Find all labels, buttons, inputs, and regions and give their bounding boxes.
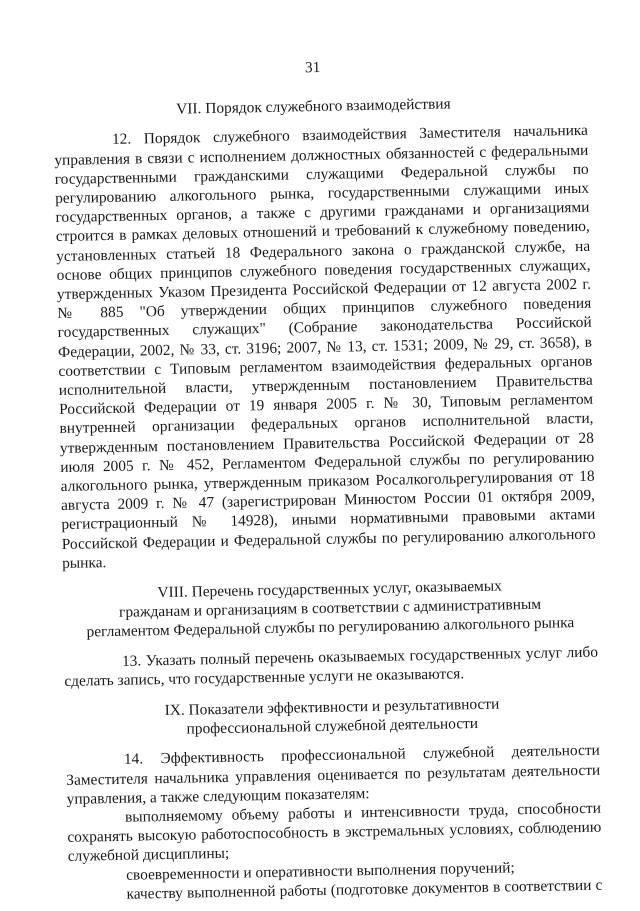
section-7-line: рынка.: [61, 553, 107, 572]
section-9-line: качеству выполненной работы (подготовке документов в соответствии с: [126, 876, 603, 903]
section-7-line: Российской Федерации от 19 января 2005 г. № 30, Типовым регламентом: [59, 390, 594, 419]
section-7-line: июля 2005 г. № 452, Регламентом Федеральной службы по регулированию: [60, 448, 595, 476]
page-number: 31: [304, 58, 321, 77]
section-7-line: соответствии с Типовым регламентом взаимодействия федеральных органов: [58, 352, 593, 380]
section-7-line: государственными гражданскими служащими Федеральной службы по: [54, 160, 589, 188]
section-9-line: управления, а также следующим показателям:: [66, 784, 370, 808]
section-7-line: внутренней организации федеральных органов исполнительной власти,: [59, 410, 594, 438]
section-9-line: сохранять высокую работоспособность в экстремальных условиях, соблюдению: [67, 818, 602, 847]
section-7-line: 12. Порядок служебного взаимодействия Заместителя начальника: [111, 122, 589, 149]
section-8-heading: VIII. Перечень государственных услуг, оказываемых: [157, 577, 503, 602]
section-7-line: Федерации, 2002, № 33, ст. 3196; 2007, № 13, ст. 1531; 2009, № 29, ст. 3658), в: [57, 333, 593, 361]
section-8-heading: гражданам и организациям в соответствии с административным: [118, 595, 542, 622]
section-9-line: своевременности и оперативности выполнения поручений;: [125, 858, 515, 884]
section-8-line: сделать запись, что государственные услуги не оказываются.: [64, 665, 465, 690]
section-8-line: 13. Указать полный перечень оказываемых государственных услуг либо: [121, 643, 599, 670]
section-9-line: выполняемому объему работы и интенсивности труда, способности: [124, 799, 602, 826]
section-7-line: управления в связи с исполнением должностных обязанностей с федеральными: [54, 141, 589, 169]
section-7-line: исполнительной власти, утвержденным постановлением Правительства: [58, 371, 593, 400]
section-7-line: регистрационный № 14928), иными нормативными правовыми актами: [61, 506, 596, 534]
section-7-line: августа 2009 г. № 47 (зарегистрирован Минюстом России 01 октября 2009,: [60, 486, 596, 515]
section-7-line: Российской Федерации и Федеральной службы по регулированию алкогольного: [61, 525, 596, 553]
section-7-line: № 885 "Об утверждении общих принципов служебного поведения: [57, 294, 592, 323]
section-7-line: утвержденным постановлением Правительства Российской Федерации от 28: [59, 429, 594, 457]
section-7-line: установленных статьей 18 Федерального закона о гражданской службе, на: [56, 237, 591, 265]
section-7-line: государственных органов, а также с другими гражданами и организациями: [55, 198, 590, 227]
section-9-heading: IX. Показатели эффективности и результативности: [164, 695, 500, 720]
section-7-line: алкогольного рынка, утвержденным приказом Росалкогольрегулирования от 18: [60, 467, 595, 495]
section-9-line: Заместителя начальника управления оценивается по результатам деятельности: [66, 761, 601, 789]
section-7-heading: VII. Порядок служебного взаимодействия: [176, 95, 451, 118]
section-9-heading: профессиональной служебной деятельности: [186, 715, 479, 738]
section-7-line: государственных служащих" (Собрание законодательства Российской: [57, 314, 592, 342]
section-9-line: 14. Эффективность профессиональной служебной деятельности: [123, 742, 600, 769]
section-9-line: служебной дисциплины;: [67, 845, 230, 866]
section-7-line: основе общих принципов служебного поведения государственных служащих,: [56, 256, 591, 284]
section-7-line: строится в рамках деловых отношений и требований к служебному поведению,: [55, 218, 590, 246]
section-7-line: утвержденных Указом Президента Российской Федерации от 12 августа 2002 г.: [56, 275, 592, 304]
section-7-line: регулированию алкогольного рынка, государственными служащими иных: [54, 179, 590, 208]
section-8-heading: регламентом Федеральной службы по регулированию алкогольного рынка: [86, 614, 575, 641]
